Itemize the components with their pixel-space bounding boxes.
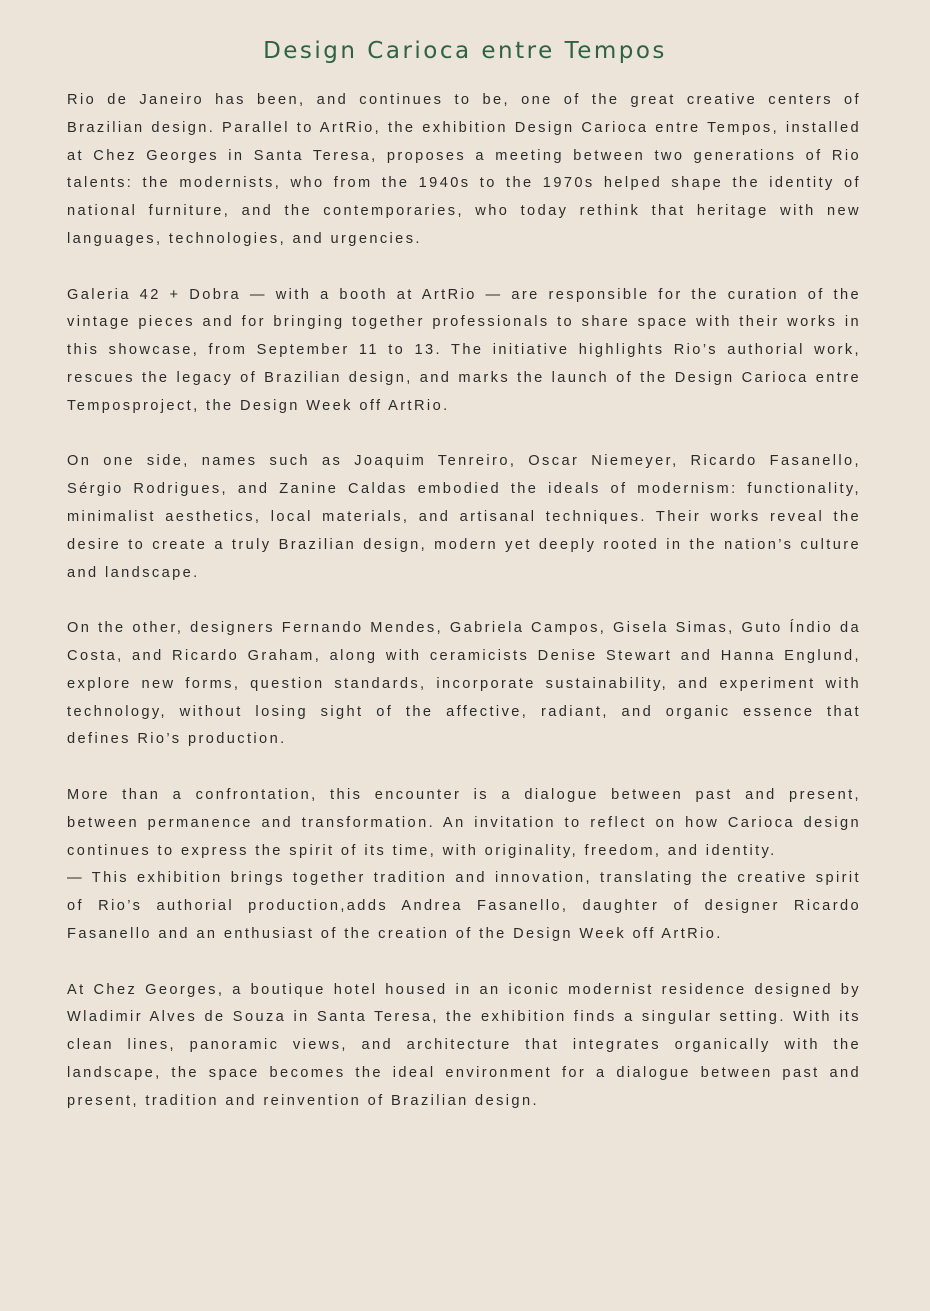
page-title: Design Carioca entre Tempos xyxy=(263,38,667,64)
paragraph-intro: Rio de Janeiro has been, and continues to be, one of the great creative centers of Brazilian design. Parallel to ArtRio, the exhibition Design Carioca entre Tempos, installed at Chez Georges in Santa Teresa, proposes a meeting between two generations of Rio talents: the modernists, who from the 1940s to the 1970s helped shape the identity of national furniture, and the contemporaries, who today rethink that heritage with new languages, technologies, and urgencies. xyxy=(67,92,861,247)
paragraph-venue: At Chez Georges, a boutique hotel housed in an iconic modernist residence designed by Wladimir Alves de Souza in Santa Teresa, the exhibition finds a singular setting. With its clean lines, panoramic views, and architecture that integrates organically with the landscape, the space becomes the ideal environment for a dialogue between past and present, tradition and reinvention of Brazilian design. xyxy=(67,981,861,1109)
paragraph-dialogue: More than a confrontation, this encounter is a dialogue between past and present, between permanence and transformation. An invitation to reflect on how Carioca design continues to express the spirit of its time, with originality, freedom, and identity. xyxy=(67,786,861,859)
paragraph-contemporaries: On the other, designers Fernando Mendes, Gabriela Campos, Gisela Simas, Guto Índio da Costa, and Ricardo Graham, along with ceramicists Denise Stewart and Hanna Englund, explore new forms, question standards, incorporate sustainability, and experiment with technology, without losing sight of the affective, radiant, and organic essence that defines Rio’s production. xyxy=(67,620,861,748)
paragraph-modernists: On one side, names such as Joaquim Tenreiro, Oscar Niemeyer, Ricardo Fasanello, Sérgio Rodrigues, and Zanine Caldas embodied the ideals of modernism: functionality, minimalist aesthetics, local materials, and artisanal techniques. Their works reveal the desire to create a truly Brazilian design, modern yet deeply rooted in the nation’s culture and landscape. xyxy=(67,453,861,581)
paragraph-curation: Galeria 42 + Dobra — with a booth at ArtRio — are responsible for the curation of the vintage pieces and for bringing together professionals to share space with their works in this showcase, from September 11 to 13. The initiative highlights Rio’s authorial work, rescues the legacy of Brazilian design, and marks the launch of the Design Carioca entre Temposproject, the Design Week off ArtRio. xyxy=(67,286,861,414)
paragraph-quote: — This exhibition brings together tradition and innovation, translating the creative spirit of Rio’s authorial production,adds Andrea Fasanello, daughter of designer Ricardo Fasanello and an enthusiast of the creation of the Design Week off ArtRio. xyxy=(67,870,861,942)
article-body xyxy=(67,87,861,1115)
